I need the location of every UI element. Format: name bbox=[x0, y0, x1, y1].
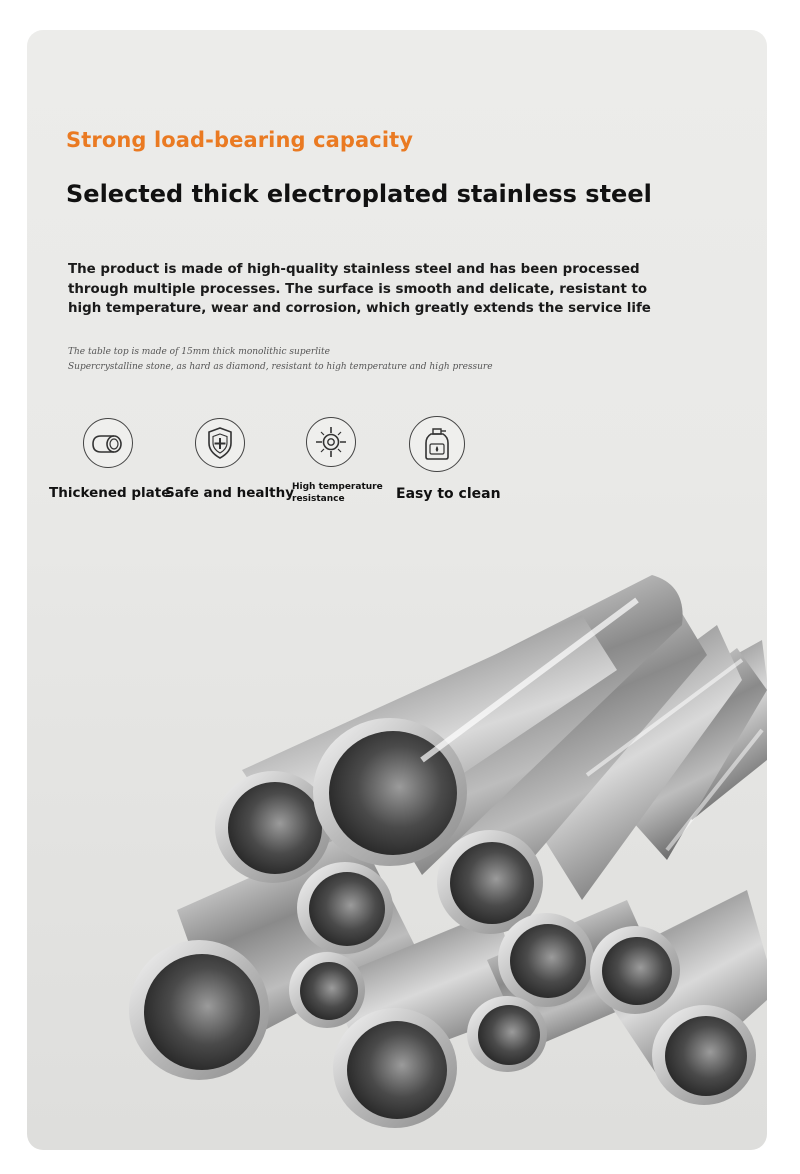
shield-cross-icon bbox=[195, 418, 245, 468]
feature-safe-healthy bbox=[157, 410, 307, 510]
feature-label: Safe and healthy bbox=[165, 485, 295, 501]
stainless-steel-pipes-image bbox=[27, 530, 767, 1150]
eyebrow-heading: Strong load-bearing capacity bbox=[66, 128, 414, 152]
feature-label bbox=[292, 481, 383, 505]
note-line: Supercrystalline stone, as hard as diamond, resistant to high temperature and high pressure bbox=[68, 362, 493, 372]
description-line: through multiple processes. The surface is smooth and delicate, resistant to bbox=[68, 281, 648, 297]
feature-label-line: High temperature bbox=[292, 482, 383, 492]
note-line: The table top is made of 15mm thick monolithic superlite bbox=[68, 347, 330, 357]
description-line: high temperature, wear and corrosion, which greatly extends the service life bbox=[68, 301, 651, 316]
feature-thickened-plate bbox=[27, 410, 177, 510]
feature-easy-clean bbox=[387, 410, 547, 510]
description-line: The product is made of high-quality stainless steel and has been processed bbox=[68, 262, 640, 277]
product-card bbox=[27, 30, 767, 1150]
product-description bbox=[68, 260, 651, 319]
feature-label: Easy to clean bbox=[396, 486, 501, 502]
feature-label: Thickened plate bbox=[49, 485, 171, 501]
fine-print-note bbox=[68, 345, 493, 375]
detergent-bottle-icon bbox=[409, 416, 465, 472]
feature-label-line: resistance bbox=[292, 494, 345, 504]
sun-target-icon bbox=[306, 417, 356, 467]
page-title: Selected thick electroplated stainless steel bbox=[66, 180, 652, 208]
pipe-icon bbox=[83, 418, 133, 468]
